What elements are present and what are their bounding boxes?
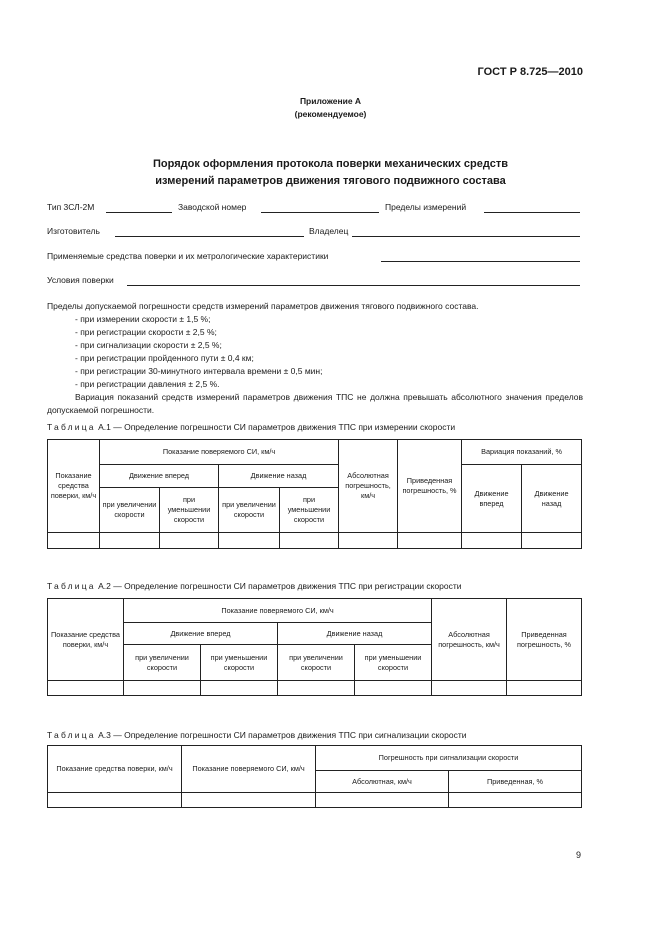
- table3-caption-text: А.3 — Определение погрешности СИ параметров движения ТПС при сигнализации скорости: [98, 730, 467, 740]
- t3-head-ref: Показание средства поверки, км/ч: [48, 746, 182, 793]
- table-cell[interactable]: [48, 681, 124, 696]
- t1-head-var-fwd: Движение вперед: [462, 465, 522, 533]
- t1-head-abs: Абсолютная погрешность, км/ч: [339, 440, 398, 533]
- owner-field[interactable]: [352, 236, 580, 237]
- table-cell[interactable]: [278, 681, 355, 696]
- owner-label: Владелец: [309, 226, 349, 236]
- table2-caption-word: Таблица: [47, 581, 96, 591]
- table-cell[interactable]: [355, 681, 432, 696]
- variation-paragraph: Вариация показаний средств измерений параметров движения ТПС не должна превышать абсолютного значения пределов допускаемой погрешности.: [47, 392, 583, 415]
- table1-caption-word: Таблица: [47, 422, 96, 432]
- table-row: [48, 533, 582, 549]
- t1-head-ref: Показание средства поверки, км/ч: [48, 440, 100, 533]
- t1-head-back-dec: при уменьшении скорости: [280, 488, 339, 533]
- list-item: - при регистрации 30-минутного интервала времени ± 0,5 мин;: [75, 366, 323, 376]
- t1-head-var-back: Движение назад: [522, 465, 582, 533]
- table-a3: [47, 745, 582, 808]
- table-cell[interactable]: [432, 681, 507, 696]
- intro-paragraph: Пределы допускаемой погрешности средств измерений параметров движения тягового подвижного состава.: [47, 301, 479, 311]
- table-cell[interactable]: [219, 533, 280, 549]
- means-label: Применяемые средства поверки и их метрологические характеристики: [47, 251, 329, 261]
- list-item: - при регистрации скорости ± 2,5 %;: [75, 327, 217, 337]
- limits-field[interactable]: [484, 212, 580, 213]
- t2-head-ref: Показание средства поверки, км/ч: [48, 599, 124, 681]
- table-cell[interactable]: [316, 793, 449, 808]
- table-cell[interactable]: [280, 533, 339, 549]
- table-cell[interactable]: [201, 681, 278, 696]
- table-cell[interactable]: [449, 793, 582, 808]
- t3-head-err: Погрешность при сигнализации скорости: [316, 746, 582, 771]
- table-a1: [47, 439, 582, 549]
- t2-head-abs: Абсолютная погрешность, км/ч: [432, 599, 507, 681]
- serial-label: Заводской номер: [178, 202, 247, 212]
- table1-caption: [47, 422, 455, 432]
- limits-label: Пределы измерений: [385, 202, 467, 212]
- table-cell[interactable]: [124, 681, 201, 696]
- t2-head-backward: Движение назад: [278, 623, 432, 645]
- table3-caption-word: Таблица: [47, 730, 96, 740]
- t1-head-fwd-inc: при увеличении скорости: [100, 488, 160, 533]
- annex-title: Приложение А: [299, 96, 362, 106]
- table-a2: [47, 598, 582, 696]
- table-cell[interactable]: [48, 533, 100, 549]
- t2-head-back-dec: при уменьшении скорости: [355, 645, 432, 681]
- table2-caption: [47, 581, 462, 591]
- maker-label: Изготовитель: [47, 226, 100, 236]
- t2-head-fwd-inc: при увеличении скорости: [124, 645, 201, 681]
- means-field[interactable]: [381, 261, 580, 262]
- t3-head-rel: Приведенная, %: [449, 771, 582, 793]
- t2-head-rel: Приведенная погрешность, %: [507, 599, 582, 681]
- table-cell[interactable]: [182, 793, 316, 808]
- conditions-label: Условия поверки: [47, 275, 114, 285]
- list-item: - при сигнализации скорости ± 2,5 %;: [75, 340, 222, 350]
- table-cell[interactable]: [100, 533, 160, 549]
- t2-head-fwd-dec: при уменьшении скорости: [201, 645, 278, 681]
- t1-head-fwd-dec: при уменьшении скорости: [160, 488, 219, 533]
- t3-head-checked: Показание поверяемого СИ, км/ч: [182, 746, 316, 793]
- table-row: [48, 793, 582, 808]
- table-cell[interactable]: [462, 533, 522, 549]
- t2-head-checked: Показание поверяемого СИ, км/ч: [124, 599, 432, 623]
- table-row: [48, 681, 582, 696]
- t2-head-back-inc: при увеличении скорости: [278, 645, 355, 681]
- table1-caption-text: А.1 — Определение погрешности СИ параметров движения ТПС при измерении скорости: [98, 422, 456, 432]
- type-label: Тип 3СЛ-2М: [47, 202, 95, 212]
- list-item: - при измерении скорости ± 1,5 %;: [75, 314, 211, 324]
- table-cell[interactable]: [522, 533, 582, 549]
- list-item: - при регистрации давления ± 2,5 %.: [75, 379, 220, 389]
- t2-head-forward: Движение вперед: [124, 623, 278, 645]
- t1-head-checked: Показание поверяемого СИ, км/ч: [100, 440, 339, 465]
- page-number: 9: [575, 850, 581, 860]
- t3-head-abs: Абсолютная, км/ч: [316, 771, 449, 793]
- t1-head-rel: Приведенная погрешность, %: [398, 440, 462, 533]
- table-cell[interactable]: [48, 793, 182, 808]
- t1-head-backward: Движение назад: [219, 465, 339, 488]
- conditions-field[interactable]: [127, 285, 580, 286]
- table-cell[interactable]: [398, 533, 462, 549]
- list-item: - при регистрации пройденного пути ± 0,4 км;: [75, 353, 254, 363]
- t1-head-var: Вариация показаний, %: [462, 440, 582, 465]
- standard-number: ГОСТ Р 8.725—2010: [477, 66, 583, 78]
- table3-caption: [47, 730, 466, 740]
- t1-head-back-inc: при увеличении скорости: [219, 488, 280, 533]
- table-cell[interactable]: [160, 533, 219, 549]
- doc-title-line2: измерений параметров движения тягового подвижного состава: [155, 175, 506, 187]
- type-field[interactable]: [106, 212, 172, 213]
- table-cell[interactable]: [507, 681, 582, 696]
- t1-head-forward: Движение вперед: [100, 465, 219, 488]
- table-cell[interactable]: [339, 533, 398, 549]
- table2-caption-text: А.2 — Определение погрешности СИ параметров движения ТПС при регистрации скорости: [98, 581, 462, 591]
- doc-title-line1: Порядок оформления протокола поверки механических средств: [153, 158, 508, 170]
- annex-subtitle: (рекомендуемое): [294, 109, 367, 119]
- error-limits-text: [47, 300, 583, 417]
- maker-field[interactable]: [115, 236, 304, 237]
- serial-field[interactable]: [261, 212, 379, 213]
